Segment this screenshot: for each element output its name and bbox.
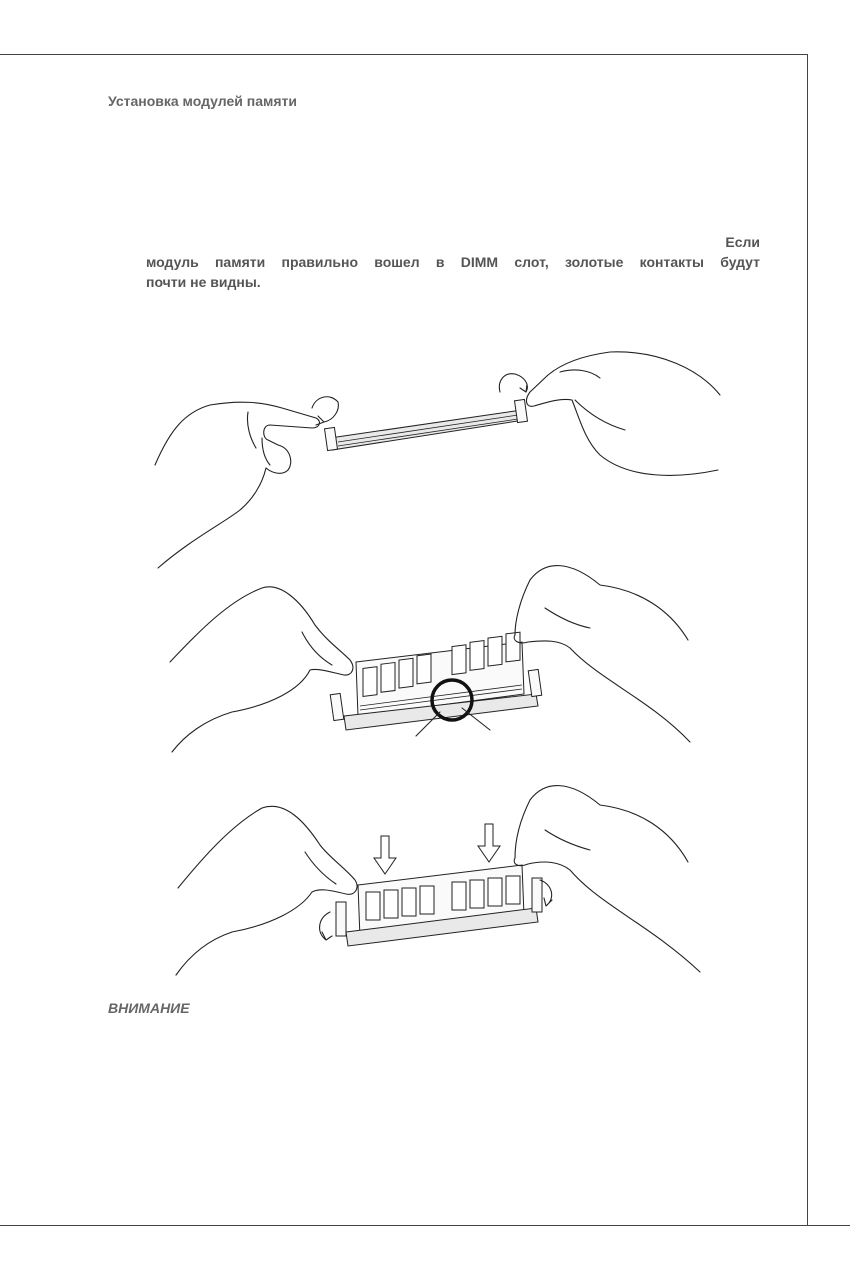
clip-arrow-left bbox=[320, 912, 332, 940]
left-hand-3 bbox=[176, 806, 357, 975]
left-hand-1 bbox=[155, 402, 319, 568]
step-2-align-module bbox=[170, 566, 690, 752]
dimm-slot-empty bbox=[325, 399, 528, 450]
step-3-push-module bbox=[176, 786, 700, 975]
rotate-arrow-left bbox=[312, 397, 338, 425]
left-hand-2 bbox=[170, 587, 353, 752]
rotate-arrow-right bbox=[499, 374, 527, 392]
section-title: Установка модулей памяти bbox=[108, 93, 297, 109]
paragraph-line-1: Если bbox=[725, 234, 760, 250]
right-hand-2 bbox=[514, 566, 690, 742]
push-down-arrow-right bbox=[478, 824, 500, 862]
warning-heading: ВНИМАНИЕ bbox=[108, 1000, 190, 1016]
paragraph-line-2: модуль памяти правильно вошел в DIMM слот, золотые контакты будут bbox=[146, 254, 760, 270]
push-down-arrow-left bbox=[374, 836, 396, 874]
paragraph-line-3: почти не видны. bbox=[146, 274, 261, 290]
step-1-open-clips bbox=[155, 352, 720, 568]
right-hand-1 bbox=[527, 352, 720, 476]
